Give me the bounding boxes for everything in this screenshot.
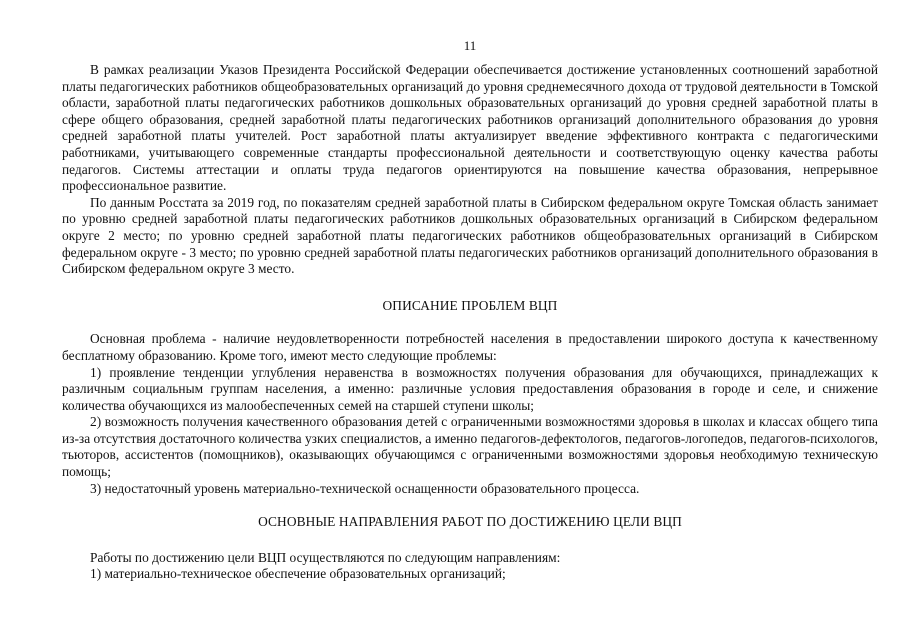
directions-intro-paragraph: Работы по достижению цели ВЦП осуществляются по следующим направлениям: xyxy=(90,549,561,565)
intro-paragraph-salary-ratios: В рамках реализации Указов Президента Российской Федерации обеспечивается достижение установленных соотношений заработной платы педагогических работников общеобразовательных организаций до уровня среднемесячного дохода от трудовой деятельности в Томской области, заработной платы педагогических работников дошкольных образовательных организаций до уровня средней заработной платы в сфере общего образования, средней заработной платы педагогических работников организаций дополнительного образования до уровня средней заработной платы учителей. Рост заработной платы актуализирует введение эффективного контракта с педагогическими работниками, учитывающего современные стандарты профессиональной деятельности и соответствующую оценку качества работы педагогов. Системы аттестации и оплаты труда педагогов ориентируются на повышение качества образования, непрерывное профессиональное развитие. xyxy=(62,62,878,194)
document-page xyxy=(62,38,878,583)
direction-item-1: 1) материально-техническое обеспечение образовательных организаций; xyxy=(90,566,506,582)
problems-section xyxy=(62,298,878,498)
problem-item-1: 1) проявление тенденции углубления неравенства в возможностях получения образования для обучающихся, принадлежащих к различным социальным группам населения, а именно: различные условия предоставления образования в городе и селе, и снижение количества обучающихся из малообеспеченных семей на старшей ступени школы; xyxy=(62,364,878,413)
problems-heading: ОПИСАНИЕ ПРОБЛЕМ ВЦП xyxy=(382,297,558,313)
problems-main-paragraph: Основная проблема - наличие неудовлетворенности потребностей населения в предоставлении широкого доступа к качественному бесплатному образованию. Кроме того, имеют место следующие проблемы: xyxy=(62,331,878,363)
intro-section xyxy=(62,62,878,278)
directions-heading: ОСНОВНЫЕ НАПРАВЛЕНИЯ РАБОТ ПО ДОСТИЖЕНИЮ ЦЕЛИ ВЦП xyxy=(258,514,682,530)
intro-paragraph-rosstat: По данным Росстата за 2019 год, по показателям средней заработной платы в Сибирском федеральном округе Томская область занимает по уровню средней заработной платы педагогических работников дошкольных образовательных организаций в Сибирском федеральном округе 2 место; по уровню средней заработной платы педагогических работников общеобразовательных организаций в Сибирском федеральном округе - 3 место; по уровню средней заработной платы педагогических работников организаций дополнительного образования в Сибирском федеральном округе 3 место. xyxy=(62,194,878,277)
problem-item-3: 3) недостаточный уровень материально-технической оснащенности образовательного процесса. xyxy=(90,480,640,496)
page-number: 11 xyxy=(463,38,477,53)
directions-section xyxy=(62,514,878,583)
problem-item-2: 2) возможность получения качественного образования детей с ограниченными возможностями здоровья в школах и классах общего типа из-за отсутствия достаточного количества узких специалистов, а именно педагогов-дефектологов, педагогов-логопедов, педагогов-психологов, тьюторов, ассистентов (помощников), оказывающих обучающимся с ограниченными возможностями здоровья необходимую техническую помощь; xyxy=(62,414,878,480)
